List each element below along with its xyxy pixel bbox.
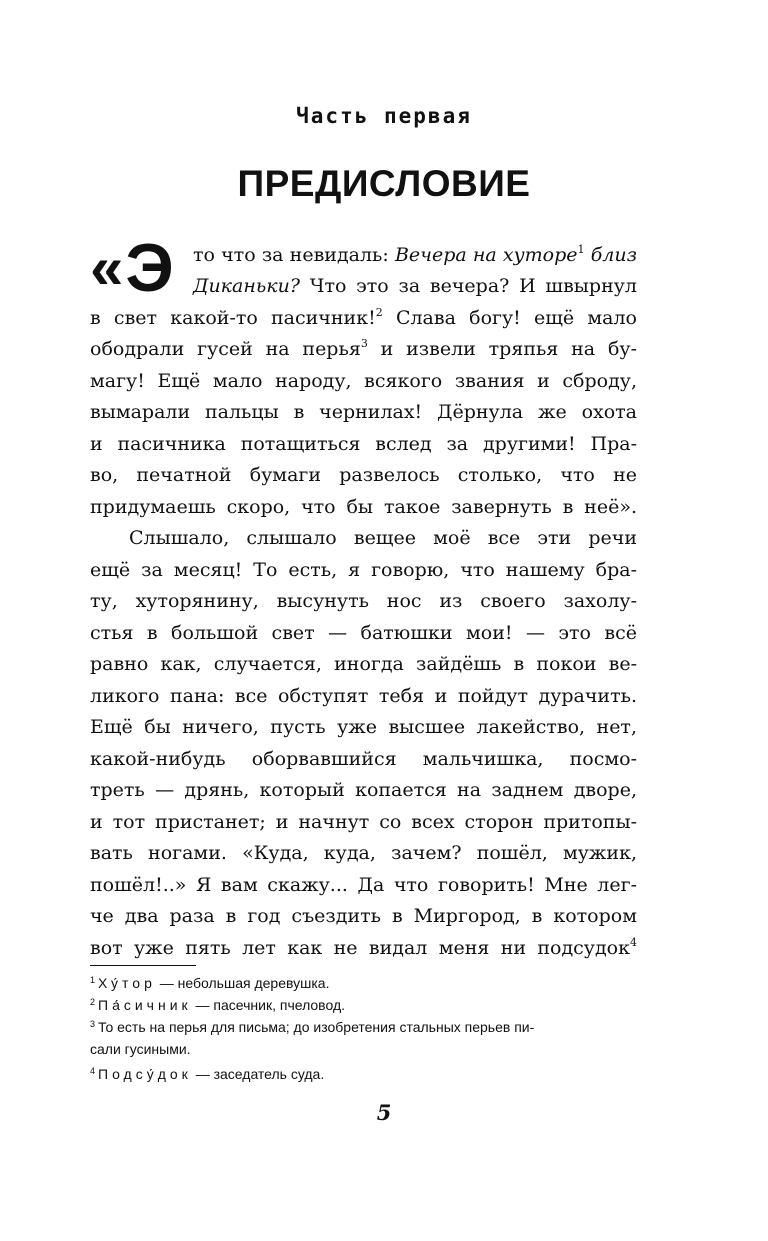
text-line: Слышало, слышало вещее моё все эти речи [129,527,637,549]
footnote-divider [90,965,196,966]
text-line: и пасичника потащиться вслед за другими! Пра- [90,433,637,455]
drop-cap-letter: Э [125,230,174,306]
footnote: $^1$ Ху́тор — небольшая деревушка. [90,975,330,991]
part-title: Часть первая [296,104,472,128]
text-line: равно как, случается, иногда зайдёшь в покои ве- [90,653,637,675]
text-line: магу! Ещё мало народу, всякого звания и сброду, [90,370,637,392]
text-line: Ещё бы ничего, пусть уже высшее лакейство, нет, [90,716,637,738]
text-line: в свет какой-то пасичник!$^2$ Слава богу! ещё мало [90,306,637,329]
text-line: пошёл!..» Я вам скажу... Да что говорить! Мне лег- [90,874,637,896]
text-line: придумаешь скоро, что бы такое завернуть в неё». [90,496,637,518]
text-line: вымарали пальцы в чернилах! Дёрнула же охота [90,401,637,423]
text-line: ободрали гусей на перья$^3$ и извели тряпья на бу- [90,337,638,360]
text-line: че два раза в год съездить в Миргород, в котором [90,905,637,927]
footnote: $^2$ Па́сичник — пасечник, пчеловод. [90,997,345,1013]
text-line: какой-нибудь оборвавшийся мальчишка, посмо- [90,748,637,770]
footnote: $^3$ То есть на перья для письма; до изобретения стальных перьев пи- сали гусиными. [90,1019,535,1057]
text-line: стья в большой свет — батюшки мои! — это всё [90,622,637,644]
text-line: ещё за месяц! То есть, я говорю, что нашему бра- [90,559,637,581]
text-line: ту, хуторянину, высунуть нос из своего захолу- [90,590,637,612]
page-number: 5 [376,1100,392,1125]
text-line: то что за невидаль: Вечера на хуторе$^1$ близ [193,243,638,266]
text-line: вать ногами. «Куда, куда, зачем? пошёл, мужик, [90,842,637,864]
chapter-title: ПРЕДИСЛОВИЕ [237,163,531,204]
text-line: Диканьки? Что это за вечера? И швырнул [193,275,637,297]
text-line: и тот пристанет; и начнут со всех сторон притопы- [90,811,637,833]
text-line: во, печатной бумаги развелось столько, что не [90,464,637,486]
drop-cap-quote: « [90,234,124,301]
footnote: $^4$ Подсу́док — заседатель суда. [90,1066,325,1082]
text-line: вот уже пять лет как не видал меня ни подсудок$^4$ [90,936,637,959]
text-line: ликого пана: все обступят тебя и пойдут дурачить. [90,685,637,707]
text-line: треть — дрянь, который копается на заднем дворе, [90,779,637,801]
